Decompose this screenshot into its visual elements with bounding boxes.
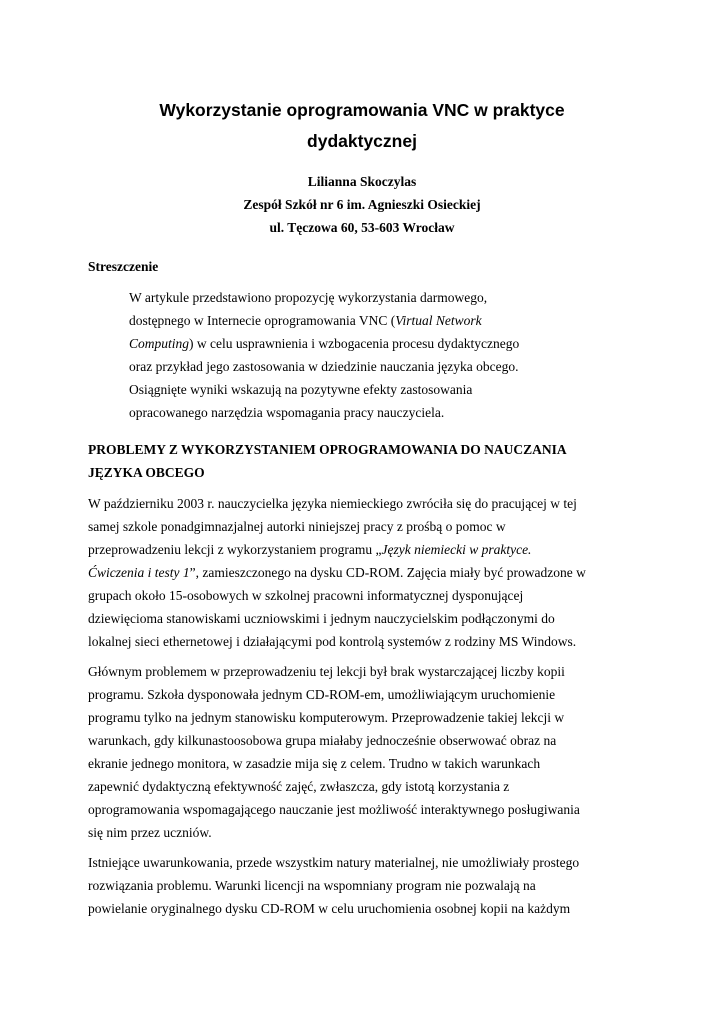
title-line-2: dydaktycznej	[307, 131, 417, 151]
paragraph-line: przeprowadzeniu lekcji z wykorzystaniem programu „Język niemiecki w praktyce.	[88, 542, 532, 557]
paragraph-line: rozwiązania problemu. Warunki licencji na wspomniany program nie pozwalają na	[88, 878, 536, 893]
author-name: Lilianna Skoczylas	[307, 174, 417, 189]
abstract-line: dostępnego w Internecie oprogramowania VNC (Virtual Network	[129, 313, 482, 328]
abstract-line: W artykule przedstawiono propozycję wykorzystania darmowego,	[129, 290, 488, 305]
paragraph-line: samej szkole ponadgimnazjalnej autorki niniejszej pracy z prośbą o pomoc w	[88, 519, 506, 534]
abstract-heading: Streszczenie	[88, 259, 159, 274]
paragraph-line: lokalnej sieci ethernetowej i działającymi pod kontrolą systemów z rodziny MS Windows.	[88, 634, 577, 649]
paragraph-line: powielanie oryginalnego dysku CD-ROM w celu uruchomienia osobnej kopii na każdym	[88, 901, 571, 916]
paragraph-line: programu tylko na jednym stanowisku komputerowym. Przeprowadzenie takiej lekcji w	[88, 710, 565, 725]
paragraph-line: Ćwiczenia i testy 1”, zamieszczonego na dysku CD-ROM. Zajęcia miały być prowadzone w	[88, 565, 586, 580]
title-line-1: Wykorzystanie oprogramowania VNC w praktyce	[159, 100, 565, 120]
section-heading-line-2: JĘZYKA OBCEGO	[88, 465, 205, 480]
abstract-line: opracowanego narzędzia wspomagania pracy nauczyciela.	[129, 405, 445, 420]
abstract-line: Osiągnięte wyniki wskazują na pozytywne efekty zastosowania	[129, 382, 473, 397]
author-address: ul. Tęczowa 60, 53-603 Wrocław	[269, 220, 455, 235]
paragraph-line: się nim przez uczniów.	[88, 825, 212, 840]
paragraph-line: dziewięcioma stanowiskami uczniowskimi i jednym nauczycielskim podłączonymi do	[88, 611, 555, 626]
paragraph-line: W październiku 2003 r. nauczycielka języka niemieckiego zwróciła się do pracującej w tej	[88, 496, 577, 511]
paragraph-line: ekranie jednego monitora, w zasadzie mija się z celem. Trudno w takich warunkach	[88, 756, 541, 771]
paragraph-line: Istniejące uwarunkowania, przede wszystkim natury materialnej, nie umożliwiały prostego	[88, 855, 580, 870]
author-institution: Zespół Szkół nr 6 im. Agnieszki Osieckiej	[243, 197, 481, 212]
paragraph-line: oprogramowania wspomagającego nauczanie jest możliwość interaktywnego posługiwania	[88, 802, 580, 817]
paragraph-line: warunkach, gdy kilkunastoosobowa grupa miałaby jednocześnie obserwować obraz na	[88, 733, 557, 748]
abstract-line: Computing) w celu usprawnienia i wzbogacenia procesu dydaktycznego	[129, 336, 520, 351]
abstract-line: oraz przykład jego zastosowania w dziedzinie nauczania języka obcego.	[129, 359, 519, 374]
paragraph-line: Głównym problemem w przeprowadzeniu tej lekcji był brak wystarczającej liczby kopii	[88, 664, 565, 679]
paragraph-line: zapewnić dydaktyczną efektywność zajęć, zwłaszcza, gdy istotą korzystania z	[88, 779, 510, 794]
paragraph-line: grupach około 15-osobowych w szkolnej pracowni informatycznej dysponującej	[88, 588, 524, 603]
paragraph-line: programu. Szkoła dysponowała jednym CD-ROM-em, umożliwiającym uruchomienie	[88, 687, 556, 702]
section-heading-line-1: PROBLEMY Z WYKORZYSTANIEM OPROGRAMOWANIA DO NAUCZANIA	[88, 442, 567, 457]
